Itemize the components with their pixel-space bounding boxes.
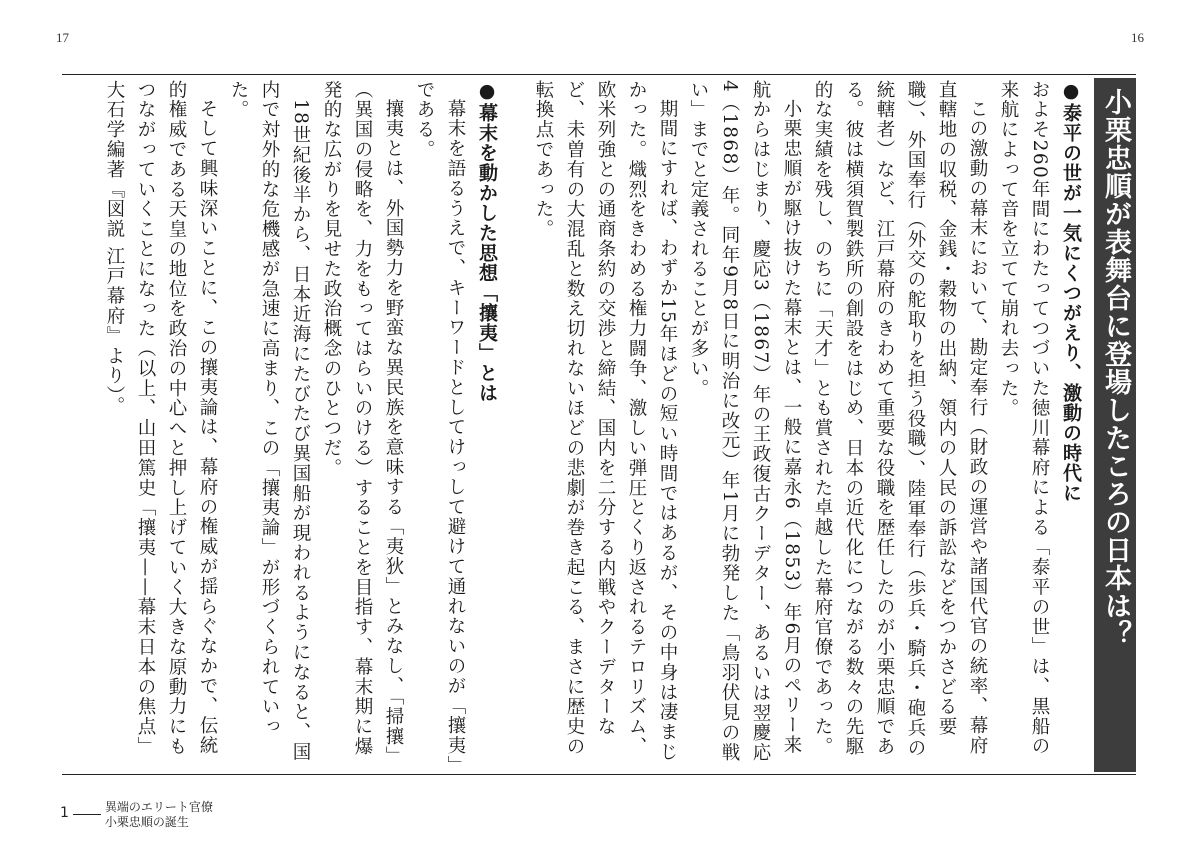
- section-heading: ●泰平の世が一気にくつがえり、激動の時代に: [1060, 80, 1082, 503]
- paragraph: そして興味深いことに、この攘夷論は、幕府の権威が揺らぐなかで、伝統的権威である天皇の地位を政治の中心へと押し上げていく大きな原動力にもつながっていくことになった（以上、山田篤史「攘夷——幕末日本の焦点」大石学編著『図説 江戸幕府』より）。: [104, 80, 218, 757]
- page-number-left: 17: [56, 30, 69, 45]
- page-title: 小栗忠順が表舞台に登場したころの日本は？: [1100, 88, 1131, 648]
- paragraph: 幕末を語るうえで、キーワードとしてけっして避けて通れないのが「攘夷」である。: [414, 80, 466, 766]
- paragraph: およそ260年間にわたってつづいた徳川幕府による「泰平の世」は、黒船の来航によって音を立てて崩れ去った。: [998, 80, 1050, 757]
- section-heading: ●幕末を動かした思想「攘夷」とは: [476, 80, 498, 403]
- chapter-title-bar: [1094, 78, 1136, 772]
- paragraph: この激動の幕末において、勘定奉行（財政の運営や諸国代官の統率、幕府直轄地の収税、金銭・穀物の出納、領内の人民の訴訟などをつかさどる要職）、外国奉行（外交の舵取りを担う役職）、陸軍奉行（歩兵・騎兵・砲兵の統轄者）など、江戸幕府のきわめて重要な役職を歴任したのが小栗忠順である。彼は横須賀製鉄所の創設をはじめ、日本の近代化につながる数々の先駆的な実績を残し、のちに「天才」とも賞された卓越した幕府官僚であった。: [812, 80, 988, 758]
- running-footer: [60, 800, 213, 830]
- paragraph: 攘夷とは、外国勢力を野蛮な異民族を意味する「夷狄」とみなし、「掃攘」（異国の侵略を、力をもってはらいのける）することを目指す、幕末期に爆発的な広がりを見せた政治概念のひとつだ。: [321, 80, 404, 766]
- paragraph: 期間にすれば、わずか15年ほどの短い時間ではあるが、その中身は凄まじかった。熾烈をきわめる権力闘争、激しい弾圧とくり返されるテロリズム、欧米列強との通商条約の交渉と締結、国内を二分する内戦やクーデターなど、未曽有の大混乱と数え切れないほどの悲劇が巻き起こる、まさに歴史の転換点であった。: [533, 80, 678, 762]
- body-text: [66, 80, 1086, 770]
- bottom-rule: [62, 774, 1136, 775]
- chapter-name: [105, 800, 213, 830]
- chapter-number: 1: [60, 805, 69, 821]
- chapter-name-line: 小栗忠順の誕生: [104, 815, 189, 829]
- paragraph: 18世紀後半から、日本近海にたびたび異国船が現われるようになると、国内で対外的な危機感が急速に高まり、この「攘夷論」が形づくられていった。: [228, 80, 311, 762]
- page-number-right: 16: [1131, 30, 1144, 45]
- chapter-name-line: 異端のエリート官僚: [104, 800, 213, 814]
- paragraph: 小栗忠順が駆け抜けた幕末とは、一般に嘉永6（1853）年6月のペリー来航からはじまり、慶応3（1867）年の王政復古クーデター、あるいは翌慶応4（1868）年。同年9月8日に明治に改元）年1月に勃発した「鳥羽伏見の戦い」までと定義されることが多い。: [688, 80, 802, 763]
- footer-dash: [73, 814, 101, 815]
- top-rule: [62, 74, 1136, 75]
